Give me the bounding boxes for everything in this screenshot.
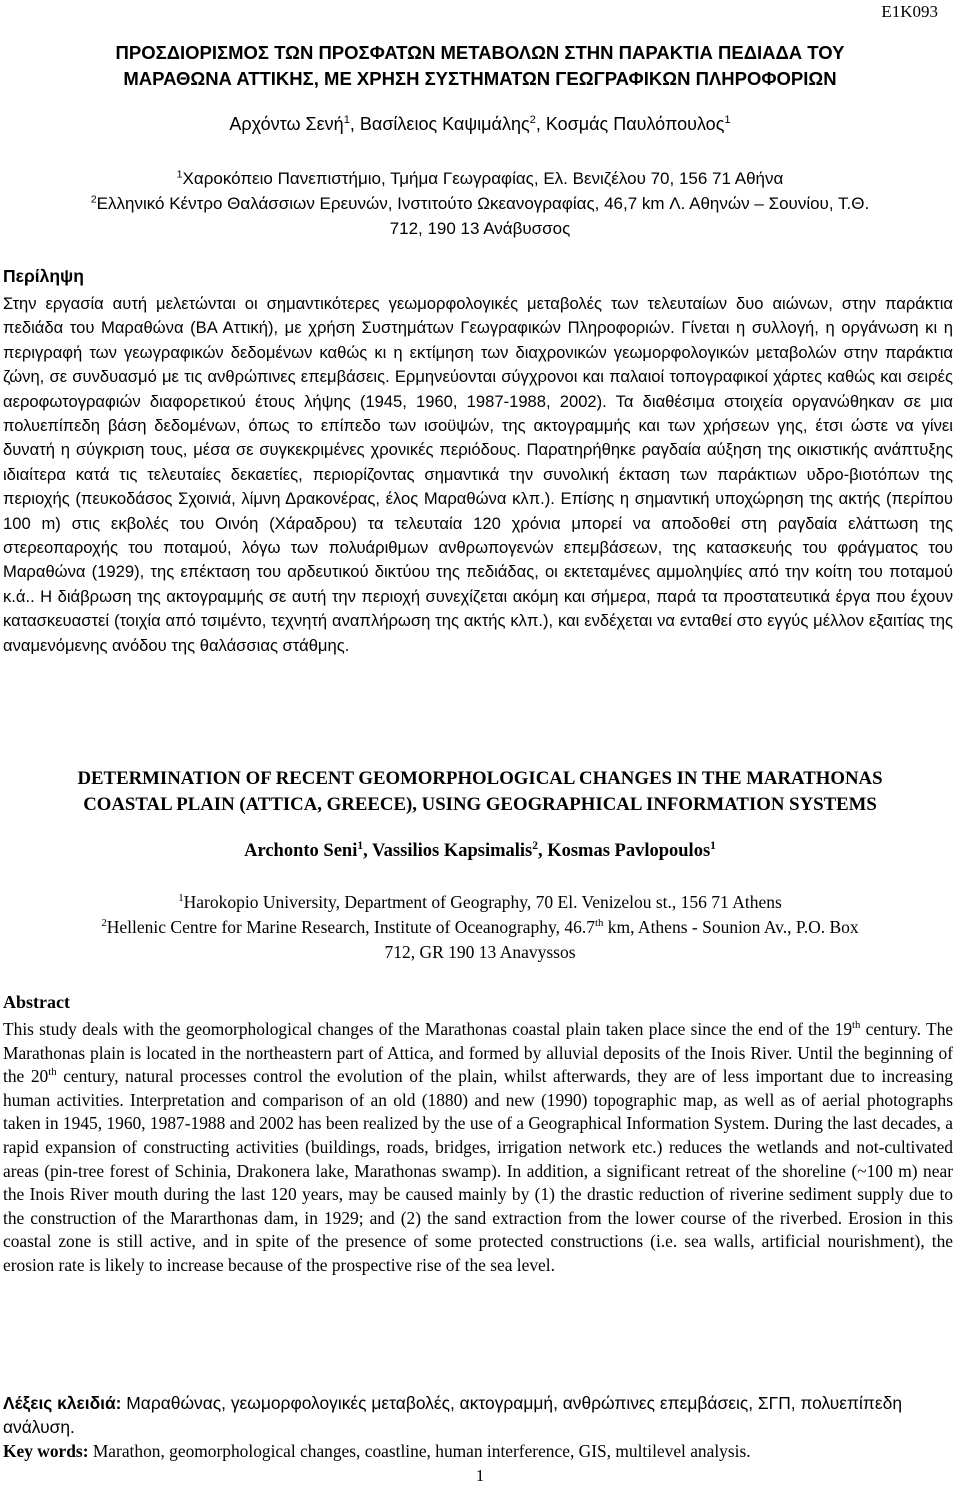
english-title-line-2: COASTAL PLAIN (ATTICA, GREECE), USING GEOGRAPHICAL INFORMATION SYSTEMS: [83, 794, 877, 815]
english-keywords: [3, 1440, 953, 1464]
greek-authors: [0, 114, 960, 135]
english-affiliation-2-text-b: km, Athens - Sounion Av., P.O. Box: [603, 917, 859, 937]
greek-keywords-label: Λέξεις κλειδιά:: [3, 1393, 122, 1413]
greek-author-1: Αρχόντω Σενή: [229, 114, 344, 134]
greek-affiliation-2-text: Ελληνικό Κέντρο Θαλάσσιων Ερευνών, Ινστιτούτο Ωκεανογραφίας, 46,7 km Λ. Αθηνών – Σουνίου, Τ.Θ.: [96, 194, 870, 213]
english-abstract-body: [3, 1018, 953, 1278]
greek-author-2: , Βασίλειος Καψιμάλης: [349, 114, 530, 134]
english-title: [0, 766, 960, 818]
greek-affiliations: [0, 166, 960, 241]
english-abstract-part-c: century, natural processes control the evolution of the plain, whilst afterwards, they are of less important due to increasing human activities. Interpretation and comparison of an old (1880) and new (1990) topographic map, as well as of aerial photographs taken in 1945, 1960, 1987-1988 and 2002 has been realized by the use of a Geographical Information System. During the last decades, a rapid expansion of constructing activities (buildings, roads, bridges, irrigation network etc.) reduces the wetlands and not-cultivated areas (pin-tree forest of Schinia, Drakonera lake, Marathonas swamp). In addition, a significant retreat of the shoreline (~100 m) near the Inois River mouth during the last 120 years, may be caused mainly by (1) the drastic reduction of riverine sediment supply due to the construction of the Mararthonas dam, in 1929; and (2) the sand extraction from the lower course of the riverbed. Erosion in this coastal zone is still active, and in spite of the presence of some protected constructions (i.e. sea walls, artificial nourishment), the erosion rate is likely to increase because of the prospective rise of the sea level.: [3, 1066, 953, 1275]
english-abstract-heading: Abstract: [3, 992, 70, 1012]
page-number: 1: [475, 1466, 485, 1485]
greek-abstract-heading: Περίληψη: [3, 266, 84, 286]
english-affiliation-1: [0, 890, 960, 915]
greek-keywords: [3, 1392, 953, 1439]
english-affiliation-2: [0, 915, 960, 940]
english-keywords-label: Key words:: [3, 1441, 89, 1461]
document-code: E1K093: [881, 2, 938, 21]
greek-affiliation-1-sup: 1: [176, 168, 183, 181]
greek-abstract-body: Στην εργασία αυτή μελετώνται οι σημαντικότερες γεωμορφολογικές μεταβολές των τελευταίων δυο αιώνων, στην παράκτια πεδιάδα του Μαραθώνα (ΒΑ Αττική), με χρήση Συστημάτων Γεωγραφικών Πληροφοριών. Γίνεται η συλλογή, η οργάνωση κι η περιγραφή των γεωγραφικών δεδομένων καθώς κι η εκτίμηση των διαχρονικών γεωμορφολογικών μεταβολών στην παράκτια ζώνη, σε συνδυασμό με τις ανθρώπινες επεμβάσεις. Ερμηνεύονται σύγχρονοι και παλαιοί τοπογραφικοί χάρτες καθώς και σειρές αεροφωτογραφιών διαφορετικού έτους λήψης (1945, 1960, 1987-1988, 2002). Τα διαθέσιμα στοιχεία οργανώθηκαν σε μια πολυεπίπεδη βάση δεδομένων, όπως το επίπεδο των ισοϋψών, της ακτογραμμής και των χρήσεων γης, έτσι ώστε να γίνει δυνατή η σύγκριση τους, μέσα σε συγκεκριμένες χρονικές περιόδους. Παρατηρήθηκε ραγδαία αύξηση της οικιστικής ανάπτυξης ιδιαίτερα κατά τις τελευταίες δεκαετίες, περιορίζοντας σημαντικά την συνολική έκταση των παράκτιων υδρο-βιοτόπων της περιοχής (πευκοδάσος Σχοινιά, λίμνη Δρακονέρας, έλος Μαραθώνα κλπ.). Επίσης η σημαντική υποχώρηση της ακτής (περίπου 100 m) στις εκβολές του Οινόη (Χάραδρου) τα τελευταία 120 χρόνια μπορεί να αποδοθεί στη ραγδαία ελάττωση της στερεοπαροχής του ποταμού, λόγω των πολυάριθμων ανθρωπογενών επεμβάσεων, της κατασκευής του φράγματος του Μαραθώνα (1929), της επέκταση του αρδευτικού δικτύου της πεδιάδας, οι εκτεταμένες αμμοληψίες από την κοίτη του ποταμού κ.ά.. Η διάβρωση της ακτογραμμής σε αυτή την περιοχή συνεχίζεται ακόμη και σήμερα, παρά τα προστατευτικά έργα που έχουν κατασκευαστεί (τοιχία από τσιμέντο, τεχνητή αναπλήρωση της ακτής κλπ.), και ενδέχεται να ενταθεί στο εγγύς μέλλον εξαιτίας της αναμενόμενης ανόδου της θαλάσσιας στάθμης.: [3, 294, 953, 655]
english-author-3-sup: 1: [710, 839, 716, 852]
greek-author-3-sup: 1: [724, 114, 731, 126]
english-author-1-sup: 1: [357, 839, 364, 852]
english-author-1: Archonto Seni: [244, 841, 358, 861]
english-author-2-sup: 2: [532, 839, 538, 852]
english-authors: [0, 841, 960, 862]
greek-keywords-text: Μαραθώνας, γεωμορφολογικές μεταβολές, ακτογραμμή, ανθρώπινες επεμβάσεις, ΣΓΠ, πολυεπίπεδη ανάλυση.: [3, 1393, 903, 1437]
english-affiliation-2-cont: 712, GR 190 13 Anavyssos: [384, 942, 576, 962]
greek-affiliation-1-text: Χαροκόπειο Πανεπιστήμιο, Τμήμα Γεωγραφίας, Ελ. Βενιζέλου 70, 156 71 Αθήνα: [182, 169, 784, 188]
english-title-line-1: DETERMINATION OF RECENT GEOMORPHOLOGICAL CHANGES IN THE MARATHONAS: [77, 768, 883, 789]
greek-author-1-sup: 1: [343, 114, 350, 126]
greek-title-line-1: ΠΡΟΣΔΙΟΡΙΣΜΟΣ ΤΩΝ ΠΡΟΣΦΑΤΩΝ ΜΕΤΑΒΟΛΩΝ ΣΤΗΝ ΠΑΡΑΚΤΙΑ ΠΕΔΙΑΔΑ ΤΟΥ: [115, 42, 845, 63]
english-abstract-part-b: century. The Marathonas plain is located in the northeastern part of Attica, and formed by alluvial deposits of the Inois River. Until the beginning of the 20: [3, 1019, 953, 1087]
english-affiliation-1-text: Harokopio University, Department of Geography, 70 El. Venizelou st., 156 71 Athens: [183, 892, 782, 912]
greek-title: [18, 40, 942, 92]
english-abstract-sup-2: th: [48, 1066, 57, 1079]
english-affiliation-2-sup: 2: [101, 917, 107, 930]
english-author-3: , Kosmas Pavlopoulos: [537, 841, 711, 861]
greek-affiliation-2-cont: 712, 190 13 Ανάβυσσος: [389, 219, 571, 238]
greek-title-line-2: ΜΑΡΑΘΩΝΑ ΑΤΤΙΚΗΣ, ΜΕ ΧΡΗΣΗ ΣΥΣΤΗΜΑΤΩΝ ΓΕΩΓΡΑΦΙΚΩΝ ΠΛΗΡΟΦΟΡΙΩΝ: [123, 68, 837, 89]
greek-author-3: , Κοσμάς Παυλόπουλος: [535, 114, 725, 134]
english-abstract-part-a: This study deals with the geomorphological changes of the Marathonas coastal plain taken place since the end of the 19: [3, 1019, 853, 1039]
english-affiliations: [0, 890, 960, 965]
english-author-2: , Vassilios Kapsimalis: [363, 841, 533, 861]
english-affiliation-2-text-a: Hellenic Centre for Marine Research, Institute of Oceanography, 46.7: [106, 917, 595, 937]
english-keywords-text: Marathon, geomorphological changes, coastline, human interference, GIS, multilevel analysis.: [88, 1441, 751, 1461]
greek-affiliation-2: [0, 191, 960, 216]
english-abstract-sup-1: th: [852, 1019, 861, 1032]
greek-affiliation-2-sup: 2: [90, 193, 97, 206]
greek-affiliation-1: [0, 166, 960, 191]
english-affiliation-2-th: th: [594, 917, 604, 930]
english-affiliation-1-sup: 1: [178, 892, 184, 905]
greek-author-2-sup: 2: [529, 114, 536, 126]
